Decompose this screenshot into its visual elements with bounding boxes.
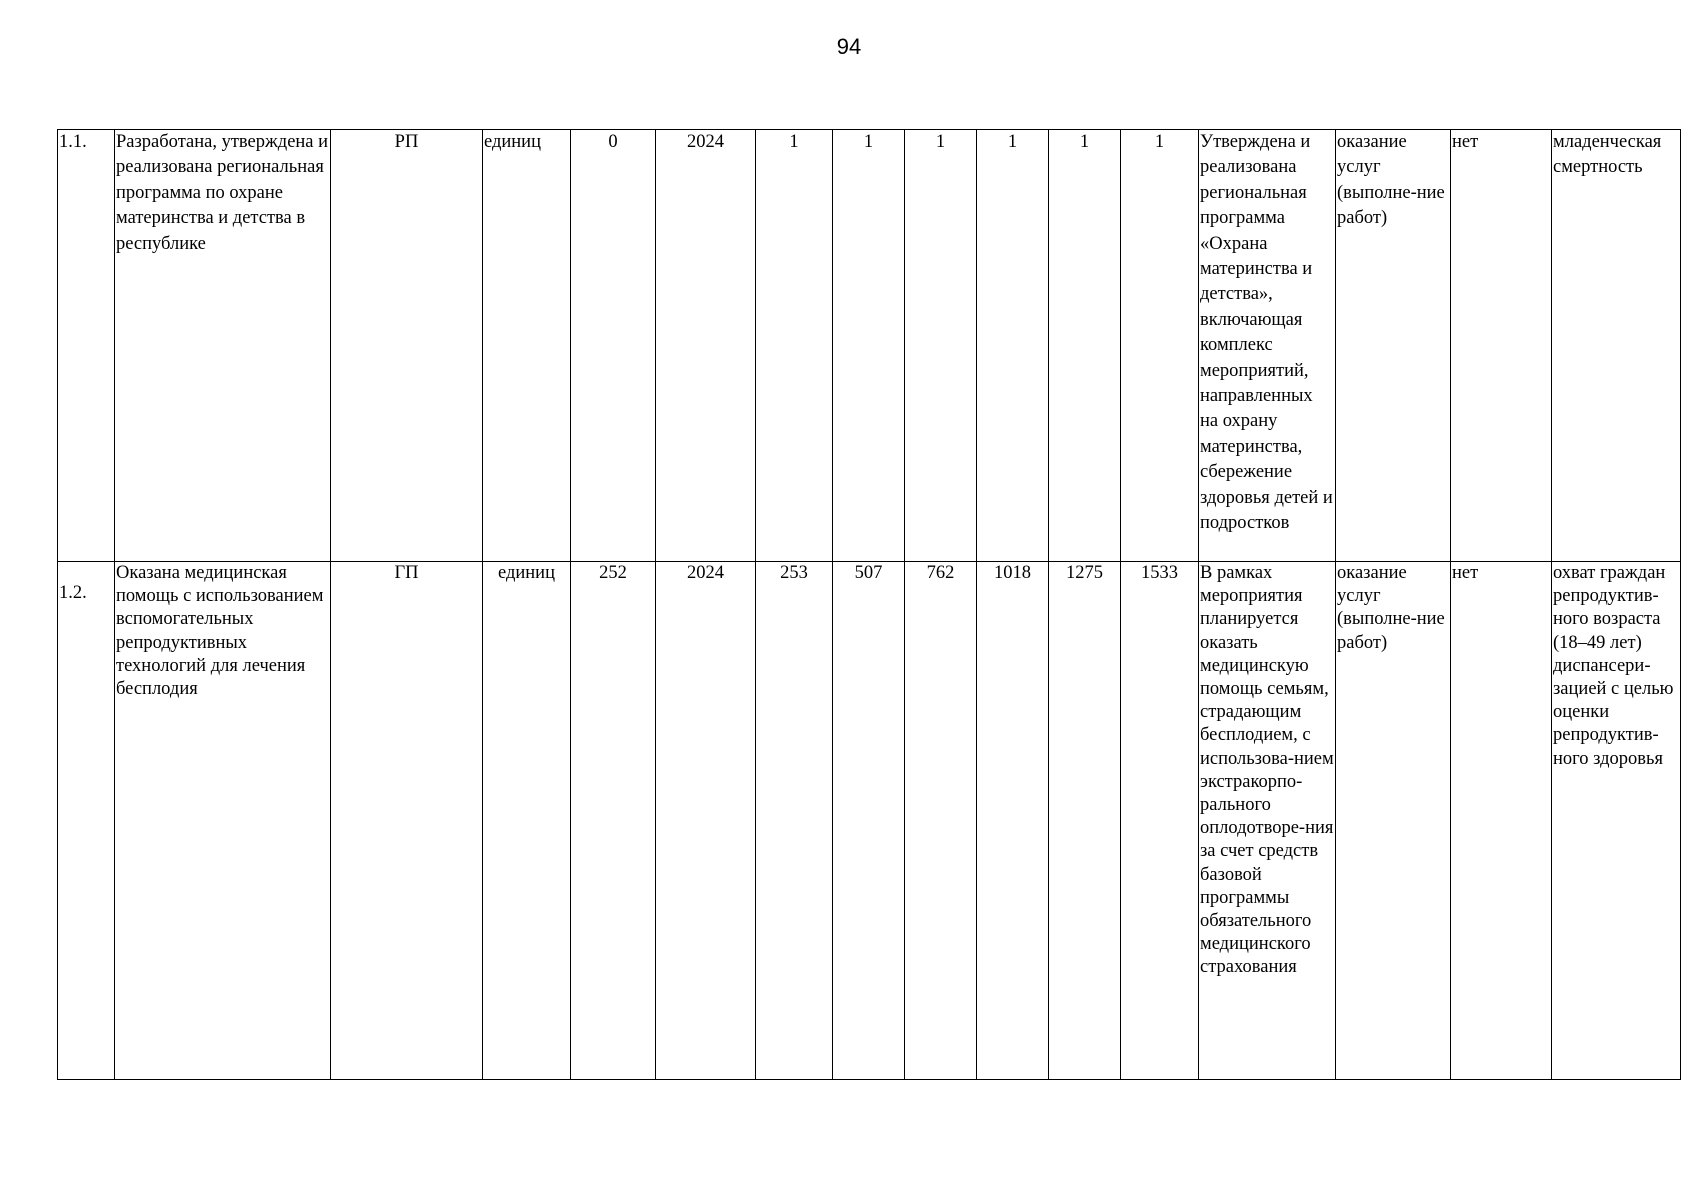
table-row xyxy=(58,562,1681,1080)
level-cell: РП xyxy=(331,130,483,562)
year-2-value: 1 xyxy=(833,130,905,562)
year-4-value: 1018 xyxy=(977,562,1049,1080)
year-5-value: 1 xyxy=(1049,130,1121,562)
indicator-cell: младенческая смертность xyxy=(1552,130,1681,562)
results-table xyxy=(57,129,1681,1080)
result-name: Оказана медицинская помощь с использованием вспомогательных репродуктивных технологий для лечения бесплодия xyxy=(115,562,331,1080)
year-6-value: 1533 xyxy=(1121,562,1199,1080)
base-value-cell: 0 xyxy=(571,130,656,562)
base-year-cell: 2024 xyxy=(656,562,756,1080)
result-type-cell: оказание услуг (выполне-ние работ) xyxy=(1336,130,1451,562)
year-5-value: 1275 xyxy=(1049,562,1121,1080)
characteristic-cell: Утверждена и реализована региональная программа «Охрана материнства и детства», включающая комплекс мероприятий, направленных на охрану материнства, сбережение здоровья детей и подростков xyxy=(1199,130,1336,562)
level-cell: ГП xyxy=(331,562,483,1080)
indicator-cell: охват граждан репродуктив-ного возраста (18–49 лет) диспансери-зацией с целью оценки репродуктив-ного здоровья xyxy=(1552,562,1681,1080)
year-6-value: 1 xyxy=(1121,130,1199,562)
characteristic-cell: В рамках мероприятия планируется оказать медицинскую помощь семьям, страдающим бесплодием, с использова-нием экстракорпо-рального оплодотворе-ния за счет средств базовой программы обязательного медицинского страхования xyxy=(1199,562,1336,1080)
flag-cell: нет xyxy=(1451,562,1552,1080)
year-2-value: 507 xyxy=(833,562,905,1080)
result-name: Разработана, утверждена и реализована региональная программа по охране материнства и детства в республике xyxy=(115,130,331,562)
base-value-cell: 252 xyxy=(571,562,656,1080)
page-number: 94 xyxy=(836,34,862,59)
unit-cell: единиц xyxy=(483,130,571,562)
result-type-cell: оказание услуг (выполне-ние работ) xyxy=(1336,562,1451,1080)
year-3-value: 1 xyxy=(905,130,977,562)
base-year-cell: 2024 xyxy=(656,130,756,562)
flag-cell: нет xyxy=(1451,130,1552,562)
year-3-value: 762 xyxy=(905,562,977,1080)
row-number: 1.1. xyxy=(58,130,115,562)
year-1-value: 1 xyxy=(756,130,833,562)
year-4-value: 1 xyxy=(977,130,1049,562)
row-number: 1.2. xyxy=(58,562,115,1080)
unit-cell: единиц xyxy=(483,562,571,1080)
table-row xyxy=(58,130,1681,562)
year-1-value: 253 xyxy=(756,562,833,1080)
